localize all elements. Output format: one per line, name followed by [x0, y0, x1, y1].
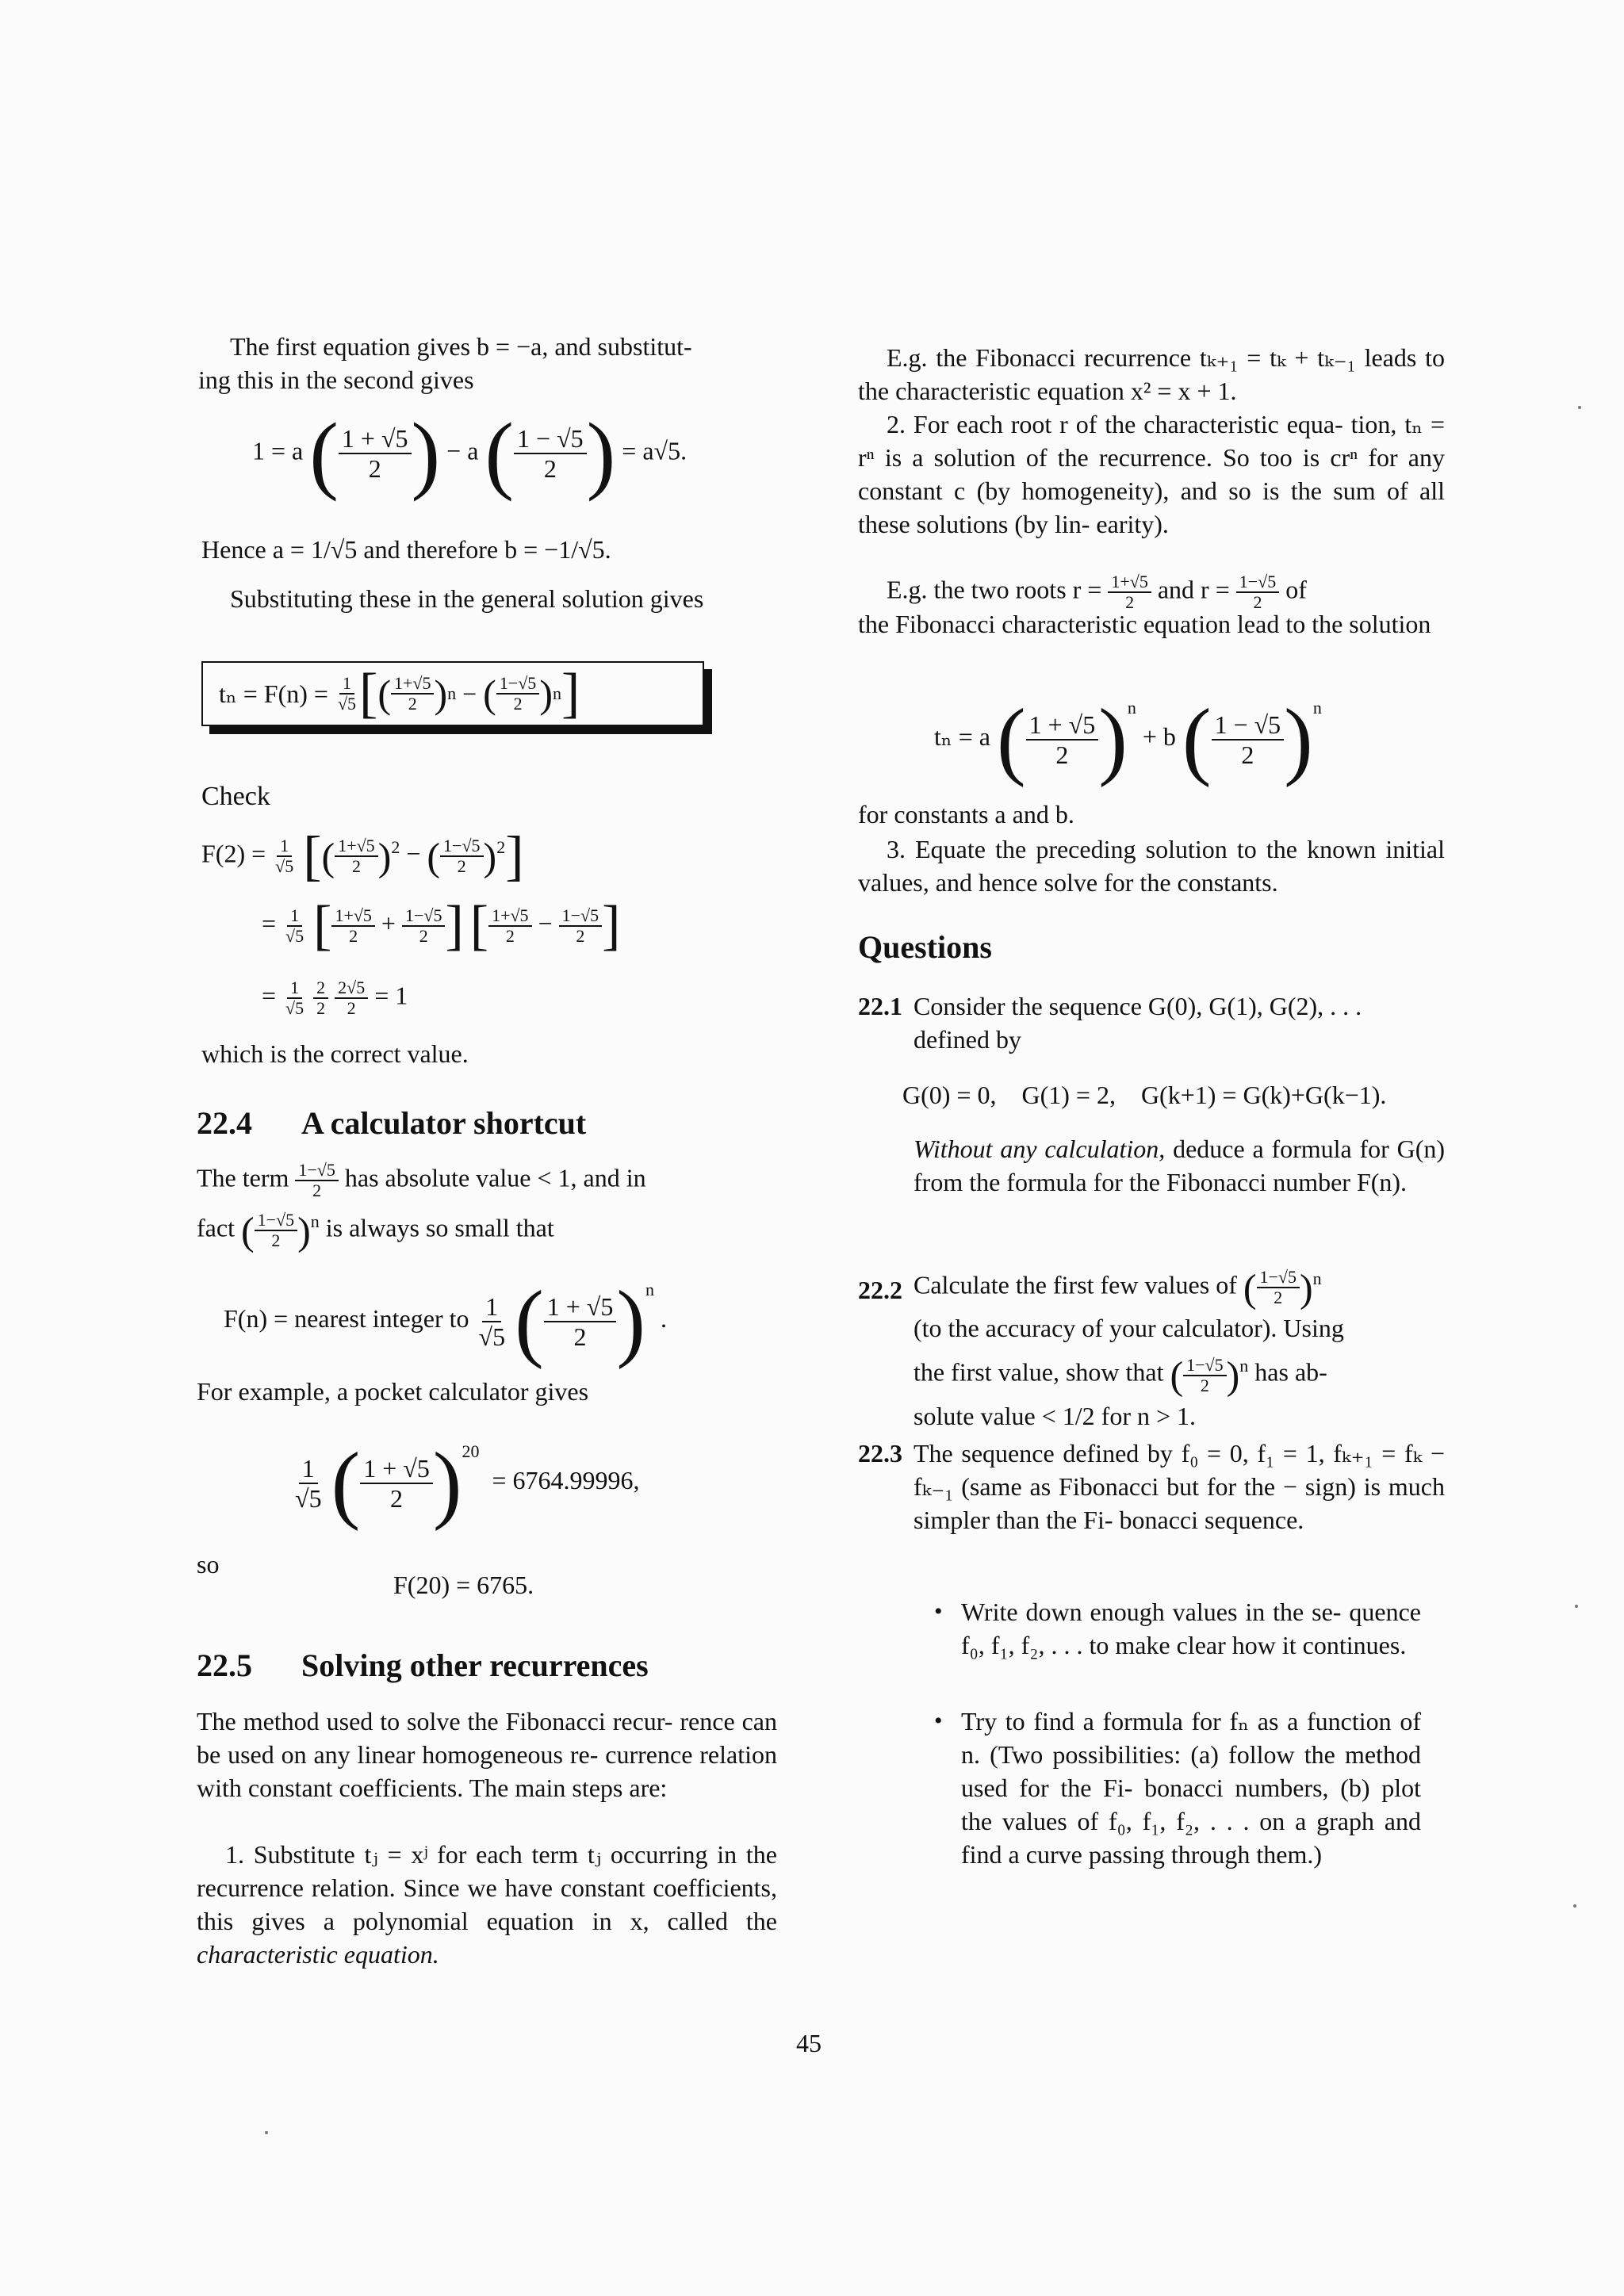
f20-equation: F(20) = 6765.: [393, 1571, 534, 1599]
text-line: solute value < 1/2 for n > 1.: [914, 1401, 1197, 1430]
scan-speck: [1578, 406, 1581, 409]
fraction: $\frac{1 - √5}{2}$: [1212, 710, 1285, 769]
exponent: n: [447, 683, 457, 703]
fraction: $\frac{1+√5}{2}$: [331, 906, 374, 946]
question-22-2: [914, 1262, 1445, 1433]
scan-speck: [1573, 1904, 1576, 1908]
fact-line: fact ( $\frac{1-√5}{2}$ )$^n$ is always so small that: [197, 1208, 554, 1253]
fraction: $\frac{2}{2}$: [313, 978, 328, 1018]
exponent: n: [552, 683, 561, 703]
equation-1: 1 = a ( $\frac{1 + √5}{2}$ ) − a ( $\frac{1 - √5}{2}$ ) = a√5.: [252, 405, 688, 502]
text-line: defined by: [914, 1025, 1021, 1054]
eg-roots-continued: the Fibonacci characteristic equation lead to the solution: [858, 610, 1431, 638]
fraction: $\frac{1}{√5}$: [478, 1292, 506, 1351]
eq-rhs: = a√5.: [622, 436, 688, 465]
fraction: $\frac{1 + √5}{2}$: [339, 424, 412, 483]
fraction: $\frac{1+√5}{2}$: [1108, 572, 1151, 612]
general-solution-equation: tₙ = a ( $\frac{1 + √5}{2}$ )$^n$ + b ( $\frac{1 - √5}{2}$ )$^n$: [934, 691, 1322, 788]
bullet-icon: •: [934, 1708, 943, 1734]
substituting-line: Substituting these in the general solution gives: [230, 584, 704, 613]
check-line-3: [262, 978, 408, 1018]
para-first-equation: [198, 330, 785, 396]
correct-value-line: which is the correct value.: [201, 1039, 469, 1068]
text: 1. Substitute tⱼ = xʲ for each term tⱼ occurring in the recurrence relation. Since we have constant coefficients, this gives a polynomial equation in x, called the: [197, 1840, 777, 1935]
fraction: $\frac{1-√5}{2}$: [1183, 1356, 1226, 1395]
fraction: $\frac{1 + √5}{2}$: [1026, 710, 1099, 769]
method-paragraph: The method used to solve the Fibonacci recur- rence can be used on any linear homogeneous re- currence relation with constant coefficients. The main steps are:: [197, 1707, 777, 1802]
bullet-item-2: Try to find a formula for fₙ as a function of n. (Two possibilities: (a) follow the method used for the Fi- bonacci numbers, (b) plot the values of f₀, f₁, f₂, . . . on a graph and find a curve passing through them.): [961, 1707, 1421, 1869]
fraction: $\frac{1}{√5}$: [285, 905, 304, 946]
page-number: 45: [796, 2029, 822, 2057]
text-line: The first equation gives b = −a, and substitut-: [230, 332, 692, 361]
exponent: n: [645, 1280, 654, 1299]
section-title: Solving other recurrences: [301, 1647, 649, 1683]
fraction: $\frac{1-√5}{2}$: [440, 836, 483, 876]
text: is always so small that: [325, 1213, 554, 1242]
fraction: $\frac{1+√5}{2}$: [488, 906, 531, 946]
text-line: Consider the sequence G(0), G(1), G(2), . . .: [914, 992, 1362, 1020]
fraction: $\frac{1-√5}{2}$: [402, 906, 445, 946]
equals: =: [262, 909, 277, 938]
exponent: 20: [462, 1441, 480, 1461]
so-word: so: [197, 1550, 220, 1578]
equals-one: = 1: [374, 981, 408, 1010]
exponent: n: [1312, 1269, 1322, 1288]
term-line: [197, 1161, 783, 1200]
fraction: $\frac{1+√5}{2}$: [335, 836, 377, 876]
question-22-1-text: [914, 1132, 1445, 1199]
bullet-item-1: Write down enough values in the se- quence f₀, f₁, f₂, . . . to make clear how it continues.: [961, 1598, 1421, 1659]
definition-equation: G(0) = 0, G(1) = 2, G(k+1) = G(k)+G(k−1).: [902, 1081, 1387, 1109]
text: fact: [197, 1213, 235, 1242]
eq-minus: − a: [446, 436, 479, 465]
check-heading: Check: [201, 782, 270, 811]
fraction: $\frac{1}{√5}$: [295, 1453, 322, 1513]
scan-speck: [265, 2131, 268, 2134]
eq-lhs: 1 = a: [252, 436, 304, 465]
boxed-lhs: tₙ = F(n) =: [219, 679, 328, 708]
fraction: $\frac{1 + √5}{2}$: [544, 1292, 617, 1351]
fraction: $\frac{1-√5}{2}$: [295, 1161, 338, 1200]
text: of: [1285, 575, 1307, 604]
text: and r =: [1157, 575, 1230, 604]
question-number: 22.3: [858, 1439, 902, 1468]
emphasis: Without any calculation,: [914, 1135, 1166, 1163]
fraction: $\frac{1-√5}{2}$: [255, 1211, 297, 1250]
step-1-paragraph: [197, 1838, 777, 1971]
fraction: $\frac{1-√5}{2}$: [1257, 1268, 1300, 1307]
text-line: (to the accuracy of your calculator). Using: [914, 1314, 1344, 1343]
text: tₙ = a: [934, 722, 990, 751]
exponent: n: [1312, 698, 1322, 718]
check-line-1: F(2) = $\frac{1}{√5}$ [( $\frac{1+√5}{2}$ )$^2$ − ( $\frac{1-√5}{2}$ )$^2$]: [201, 825, 524, 887]
text: = 6764.99996,: [492, 1466, 640, 1494]
fraction: $\frac{1}{√5}$: [337, 673, 357, 714]
emphasis: characteristic equation.: [197, 1940, 439, 1969]
text: The term: [197, 1163, 289, 1192]
question-22-1: [902, 989, 1446, 1199]
check-line-2: = $\frac{1}{√5}$ [ $\frac{1+√5}{2}$ + $\frac{1-√5}{2}$ ] [ $\frac{1+√5}{2}$ − $\frac{1-√5}{2}$ ]: [262, 895, 621, 956]
text-line: the first value, show that ( $\frac{1-√5}{2}$ )$^n$ has ab-: [914, 1353, 1327, 1398]
f2-lhs: F(2) =: [201, 839, 266, 868]
text-line: Calculate the first few values of ( $\frac{1-√5}{2}$ )$^n$: [914, 1265, 1322, 1311]
text: Calculate the first few values of: [914, 1270, 1237, 1299]
for-example-line: For example, a pocket calculator gives: [197, 1377, 589, 1406]
text: deduce a formula for G(n) from the formula for the Fibonacci number F(n).: [914, 1135, 1446, 1196]
eg-roots-line: [887, 572, 1307, 612]
exponent: n: [1127, 698, 1136, 718]
exponent: 2: [496, 837, 506, 857]
boxed-formula: tₙ = F(n) = $\frac{1}{√5}$ [ ( $\frac{1+√5}{2}$ ) n − ( $\frac{1-√5}{2}$ ) n ]: [201, 661, 704, 726]
fraction: $\frac{1+√5}{2}$: [391, 674, 434, 714]
text: + b: [1142, 722, 1176, 751]
constants-line: for constants a and b.: [858, 800, 1074, 828]
fraction: $\frac{1-√5}{2}$: [1236, 572, 1279, 612]
eg-fibonacci-paragraph: E.g. the Fibonacci recurrence tₖ₊₁ = tₖ + tₖ₋₁ leads to the characteristic equation x² = x + 1.: [858, 343, 1445, 405]
text: F(n) = nearest integer to: [224, 1304, 469, 1333]
scan-speck: [1575, 1605, 1578, 1608]
section-number: 22.5: [197, 1647, 252, 1683]
text-line: ing this in the second gives: [198, 365, 474, 394]
exponent: 2: [391, 837, 400, 857]
section-number: 22.4: [197, 1105, 252, 1141]
calculator-equation: $\frac{1}{√5}$ ( $\frac{1 + √5}{2}$ )$^{20}$ = 6764.99996,: [292, 1435, 640, 1523]
text: has ab-: [1254, 1357, 1327, 1387]
bullet-icon: •: [934, 1598, 943, 1624]
question-number: 22.1: [858, 992, 902, 1020]
fraction: $\frac{1}{√5}$: [275, 836, 294, 877]
question-number: 22.2: [858, 1276, 902, 1304]
text: has absolute value < 1, and in: [344, 1163, 646, 1192]
fraction: $\frac{1-√5}{2}$: [559, 906, 602, 946]
fraction: $\frac{1 + √5}{2}$: [360, 1454, 433, 1513]
section-heading-22-5: [197, 1649, 649, 1682]
section-title: A calculator shortcut: [301, 1105, 587, 1141]
questions-heading: Questions: [858, 929, 992, 965]
section-heading-22-4: [197, 1107, 586, 1140]
step-2-paragraph: 2. For each root r of the characteristic equa- tion, tₙ = rⁿ is a solution of the recurrence. So too is crⁿ for any constant c (by homogeneity), and so is the sum of all these solutions (by lin- earity).: [858, 410, 1445, 538]
exponent: n: [310, 1211, 320, 1231]
hence-line: Hence a = 1/√5 and therefore b = −1/√5.: [201, 535, 611, 564]
fraction: $\frac{1-√5}{2}$: [496, 674, 539, 714]
fraction: $\frac{2√5}{2}$: [335, 978, 368, 1018]
fraction: $\frac{1}{√5}$: [285, 978, 304, 1018]
exponent: n: [1239, 1356, 1249, 1376]
equals: =: [262, 981, 277, 1010]
fraction: $\frac{1 - √5}{2}$: [514, 424, 587, 483]
nearest-integer-equation: F(n) = nearest integer to $\frac{1}{√5}$ ( $\frac{1 + √5}{2}$ )$^n$ .: [224, 1272, 667, 1370]
step-3-paragraph: 3. Equate the preceding solution to the known initial values, and hence solve for the constants.: [858, 835, 1445, 897]
question-22-3: The sequence defined by f₀ = 0, f₁ = 1, fₖ₊₁ = fₖ − fₖ₋₁ (same as Fibonacci but for the − sign) is much simpler than the Fi- bonacci sequence.: [914, 1439, 1445, 1534]
text: the first value, show that: [914, 1357, 1164, 1387]
text: E.g. the two roots r =: [887, 575, 1102, 604]
